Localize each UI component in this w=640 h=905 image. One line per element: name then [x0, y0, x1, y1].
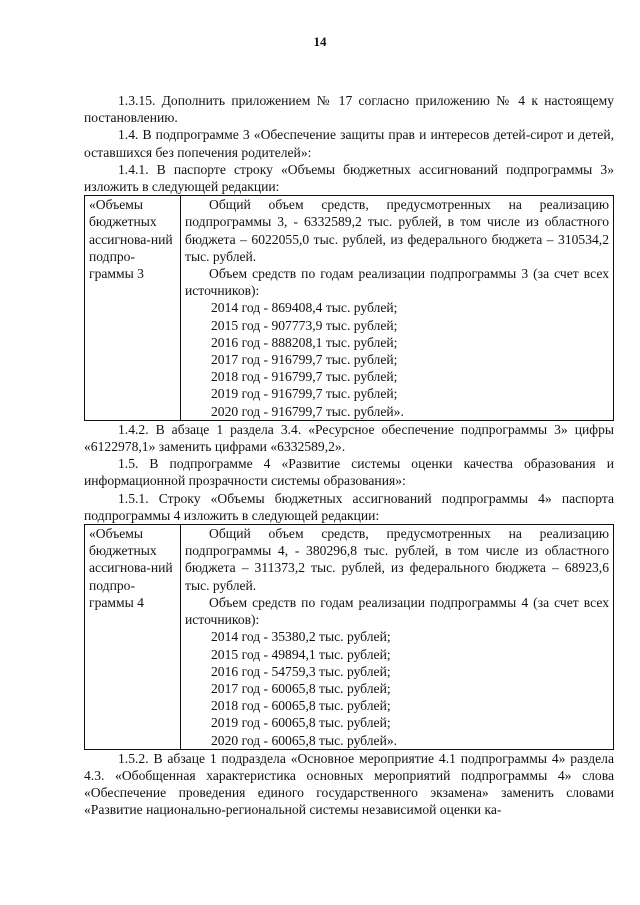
paragraph-1-5-2: 1.5.2. В абзаце 1 подраздела «Основное мероприятие 4.1 подпрограммы 4» раздела 4.3. «Обобщенная характеристика основных мероприятий подпрограммы 4» слова «Обеспечение проведения единого государственного экзамена» заменить словами «Развитие национально-региональной системы независимой оценки ка- [84, 750, 614, 818]
table1-year-2014: 2014 год - 869408,4 тыс. рублей; [211, 300, 398, 316]
document-body [84, 92, 614, 819]
table2-year-2019: 2019 год - 60065,8 тыс. рублей; [211, 715, 391, 731]
budget-table-subprogram-4 [84, 524, 614, 750]
paragraph-1-5: 1.5. В подпрограмме 4 «Развитие системы оценки качества образования и информационной прозрачности системы образования»: [84, 456, 614, 489]
budget-table-subprogram-3 [84, 195, 614, 421]
table1-label: «Объемы бюджетных ассигнова-ний подпро-граммы 3 [89, 197, 173, 282]
table1-total-text: Общий объем средств, предусмотренных на реализацию подпрограммы 3, - 6332589,2 тыс. рублей, в том числе из областного бюджета – 6022055,0 тыс. рублей, из федерального бюджета – 310534,2 тыс. рублей. [185, 197, 609, 264]
table1-year-2020: 2020 год - 916799,7 тыс. рублей». [211, 403, 404, 419]
table2-label-cell [85, 525, 181, 750]
table1-content-cell [181, 196, 614, 421]
table2-total-text: Общий объем средств, предусмотренных на реализацию подпрограммы 4, - 380296,8 тыс. рублей, в том числе из областного бюджета – 311373,2 тыс. рублей, из федерального бюджета – 68923,6 тыс. рублей. [185, 526, 609, 593]
table1-label-cell [85, 196, 181, 421]
paragraph-1-4-2: 1.4.2. В абзаце 1 раздела 3.4. «Ресурсное обеспечение подпрограммы 3» цифры «6122978,1» заменить цифрами «6332589,2». [84, 421, 614, 455]
table2-year-2018: 2018 год - 60065,8 тыс. рублей; [211, 698, 391, 714]
table1-year-2017: 2017 год - 916799,7 тыс. рублей; [211, 352, 398, 368]
paragraph-1-4: 1.4. В подпрограмме 3 «Обеспечение защиты прав и интересов детей-сирот и детей, оставшихся без попечения родителей»: [84, 127, 614, 160]
table2-year-2016: 2016 год - 54759,3 тыс. рублей; [211, 663, 391, 679]
table2-year-2020: 2020 год - 60065,8 тыс. рублей». [211, 732, 398, 748]
table2-year-2017: 2017 год - 60065,8 тыс. рублей; [211, 680, 391, 696]
table1-year-2015: 2015 год - 907773,9 тыс. рублей; [211, 317, 398, 333]
table1-year-2018: 2018 год - 916799,7 тыс. рублей; [211, 369, 398, 385]
table1-by-years-intro: Объем средств по годам реализации подпрограммы 3 (за счет всех источников): [185, 266, 609, 299]
table2-year-2015: 2015 год - 49894,1 тыс. рублей; [211, 646, 391, 662]
table1-year-2016: 2016 год - 888208,1 тыс. рублей; [211, 334, 398, 350]
table1-year-2019: 2019 год - 916799,7 тыс. рублей; [211, 386, 398, 402]
table2-label: «Объемы бюджетных ассигнова-ний подпро-граммы 4 [89, 526, 173, 610]
table2-content-cell [181, 525, 614, 750]
page-number: 14 [313, 34, 327, 49]
paragraph-1-3-15: 1.3.15. Дополнить приложением № 17 согласно приложению № 4 к настоящему постановлению. [84, 93, 614, 126]
table2-year-2014: 2014 год - 35380,2 тыс. рублей; [211, 629, 391, 645]
paragraph-1-4-1: 1.4.1. В паспорте строку «Объемы бюджетных ассигнований подпрограммы 3» изложить в следующей редакции: [84, 161, 614, 195]
table2-by-years-intro: Объем средств по годам реализации подпрограммы 4 (за счет всех источников): [185, 594, 609, 628]
paragraph-1-5-1: 1.5.1. Строку «Объемы бюджетных ассигнований подпрограммы 4» паспорта подпрограммы 4 изложить в следующей редакции: [84, 490, 614, 523]
